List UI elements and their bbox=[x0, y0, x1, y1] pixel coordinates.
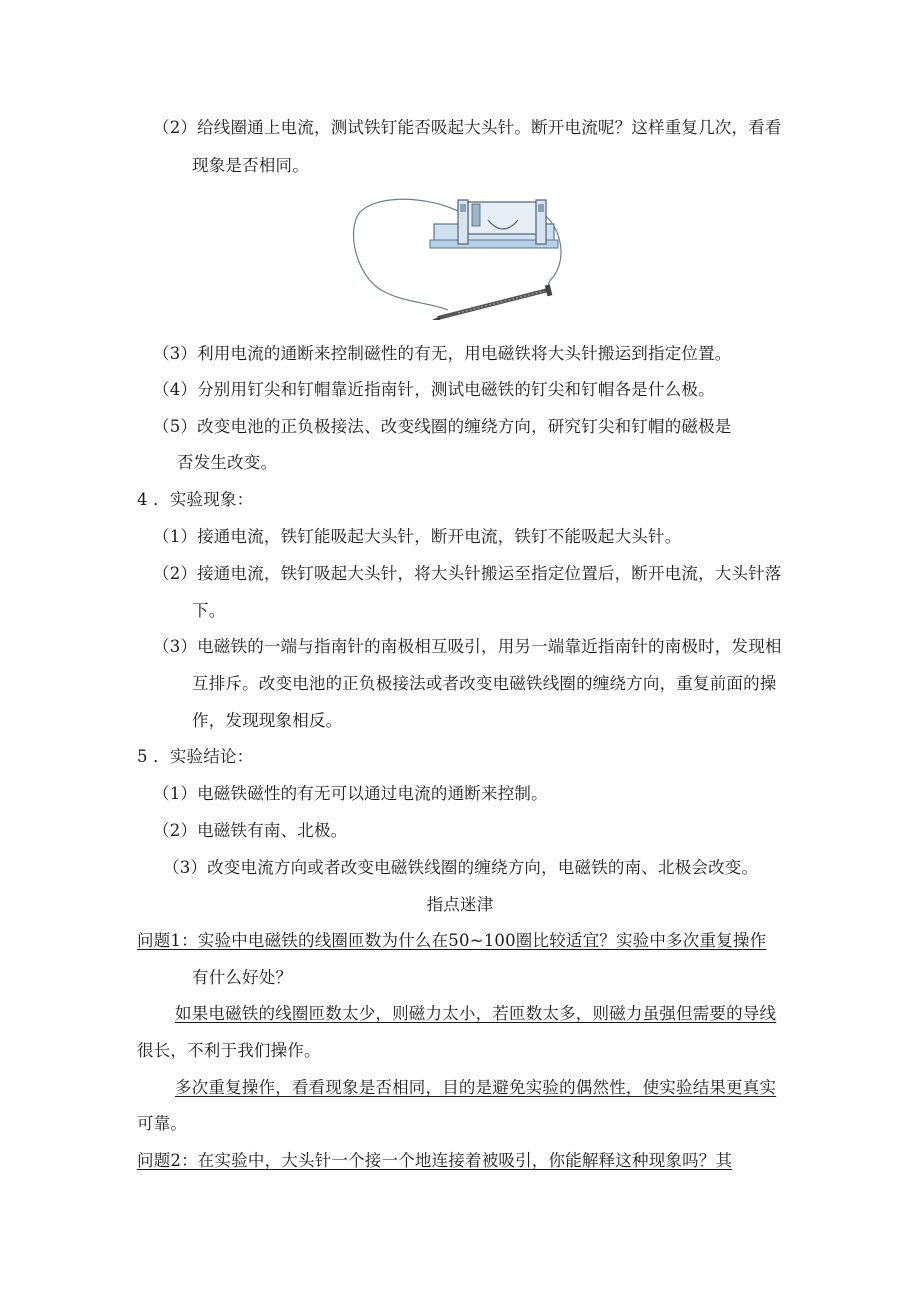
observation-2-line-1: （2）接通电流，铁钉吸起大头针，将大头针搬运至指定位置后，断开电流，大头针落 bbox=[153, 564, 782, 583]
question-1-line-1: 问题1：实验中电磁铁的线圈匝数为什么在50~100圈比较适宜？实验中多次重复操作 bbox=[137, 931, 767, 950]
step-3: （3）利用电流的通断来控制磁性的有无，用电磁铁将大头针搬运到指定位置。 bbox=[153, 344, 732, 363]
conclusion-2: （2）电磁铁有南、北极。 bbox=[153, 821, 348, 840]
answer-1-line-1: 如果电磁铁的线圈匝数太少，则磁力太小，若匝数太多，则磁力虽强但需要的导线 bbox=[175, 1004, 777, 1023]
section-4-title: 4 ．实验现象： bbox=[137, 490, 254, 509]
step-5-line-1: （5）改变电池的正负极接法、改变线圈的缠绕方向，研究钉尖和钉帽的磁极是 bbox=[153, 417, 732, 436]
answer-2-line-2: 可靠。 bbox=[137, 1114, 188, 1133]
observation-3-line-3: 作，发现现象相反。 bbox=[192, 711, 343, 730]
section-5-title: 5 ．实验结论： bbox=[137, 747, 254, 766]
answer-2-line-1: 多次重复操作，看看现象是否相同，目的是避免实验的偶然性，使实验结果更真实 bbox=[175, 1078, 777, 1097]
conclusion-3: （3）改变电流方向或者改变电磁铁线圈的缠绕方向，电磁铁的南、北极会改变。 bbox=[163, 858, 759, 877]
question-2-line-1: 问题2：在实验中，大头针一个接一个地连接着被吸引，你能解释这种现象吗？其 bbox=[137, 1151, 733, 1170]
guide-title: 指点迷津 bbox=[426, 895, 494, 914]
step-2-line-2: 现象是否相同。 bbox=[192, 156, 309, 175]
question-1-line-2: 有什么好处？ bbox=[192, 968, 293, 987]
observation-2-line-2: 下。 bbox=[192, 601, 226, 620]
conclusion-1: （1）电磁铁磁性的有无可以通过电流的通断来控制。 bbox=[153, 784, 548, 803]
observation-3-line-1: （3）电磁铁的一端与指南针的南极相互吸引，用另一端靠近指南针的南极时，发现相 bbox=[153, 637, 782, 656]
step-2-line-1: （2）给线圈通上电流，测试铁钉能否吸起大头针。断开电流呢？这样重复几次，看看 bbox=[153, 118, 782, 137]
observation-3-line-2: 互排斥。改变电池的正负极接法或者改变电磁铁线圈的缠绕方向，重复前面的操 bbox=[192, 674, 777, 693]
answer-1-line-2: 很长，不利于我们操作。 bbox=[137, 1041, 321, 1060]
battery-wire-nail-illustration bbox=[348, 192, 578, 324]
step-5-line-2: 否发生改变。 bbox=[177, 453, 278, 472]
observation-1: （1）接通电流，铁钉能吸起大头针，断开电流，铁钉不能吸起大头针。 bbox=[153, 527, 682, 546]
step-4: （4）分别用钉尖和钉帽靠近指南针，测试电磁铁的钉尖和钉帽各是什么极。 bbox=[153, 380, 715, 399]
